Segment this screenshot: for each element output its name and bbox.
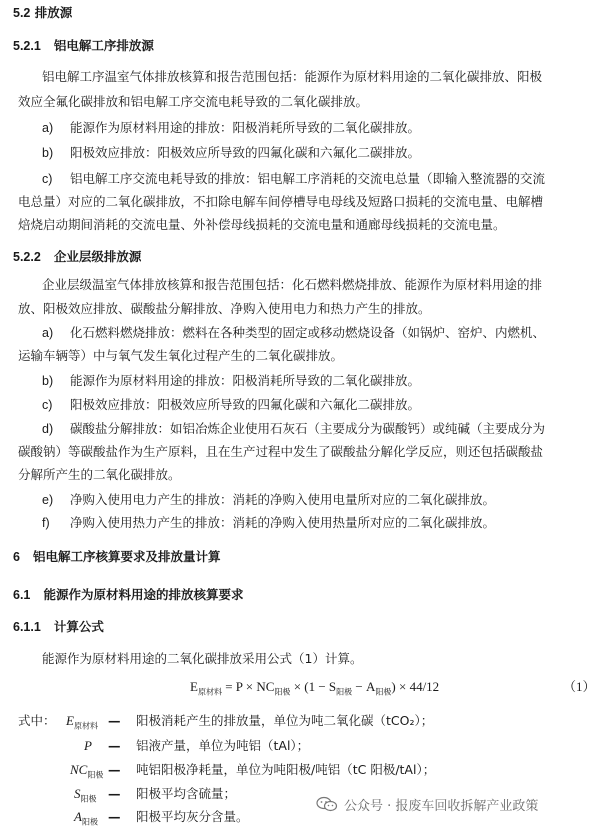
list-label: a) bbox=[42, 326, 54, 340]
list-item-text: 分解所产生的二氧化碳排放。 bbox=[18, 467, 181, 482]
variable-dash: — bbox=[108, 809, 121, 824]
variable-symbol: $A_{阳极}$ bbox=[74, 809, 98, 827]
watermark-text: 公众号 · 报废车回收拆解产业政策 bbox=[344, 798, 539, 814]
list-label: e) bbox=[42, 493, 54, 507]
list-item-text: 能源作为原材料用途的排放：阳极消耗所导致的二氧化碳排放。 bbox=[70, 120, 421, 135]
variable-description: 阳极平均含硫量； bbox=[136, 786, 237, 801]
variable-symbol: $E_{原材料}$ bbox=[66, 713, 98, 731]
watermark bbox=[316, 794, 538, 814]
paragraph-line: 企业层级温室气体排放核算和报告范围包括：化石燃料燃烧排放、能源作为原材料用途的排 bbox=[42, 277, 543, 292]
list-item-text: 焙烧启动期间消耗的交流电量、外补偿母线损耗的交流电量和通廊母线损耗的交流电量。 bbox=[18, 217, 506, 232]
variable-symbol: $NC_{阳极}$ bbox=[70, 762, 104, 780]
variable-description: 吨铝阳极净耗量，单位为吨阳极/吨铝（tC 阳极/tAl）； bbox=[136, 762, 436, 777]
list-item-text: 铝电解工序交流电耗导致的排放：铝电解工序消耗的交流电总量（即输入整流器的交流 bbox=[70, 171, 546, 186]
list-item-text: 净购入使用热力产生的排放：消耗的净购入使用热量所对应的二氧化碳排放。 bbox=[70, 515, 496, 530]
list-label: f) bbox=[42, 516, 50, 530]
list-item-text: 阳极效应排放：阳极效应所导致的四氟化碳和六氟化二碳排放。 bbox=[70, 397, 421, 412]
section-heading-6-1: 6.1 能源作为原材料用途的排放核算要求 bbox=[13, 587, 244, 602]
section-heading-6-1-1: 6.1.1 计算公式 bbox=[13, 619, 104, 634]
list-label: d) bbox=[42, 422, 54, 436]
section-heading-5-2: 5.2 排放源 bbox=[13, 5, 73, 20]
variable-description: 阳极平均灰分含量。 bbox=[136, 809, 249, 824]
paragraph-line: 铝电解工序温室气体排放核算和报告范围包括：能源作为原材料用途的二氧化碳排放、阳极 bbox=[42, 69, 543, 84]
variable-description: 阳极消耗产生的排放量，单位为吨二氧化碳（tCO₂）； bbox=[136, 713, 434, 728]
formula-intro: 能源作为原材料用途的二氧化碳排放采用公式（1）计算。 bbox=[42, 651, 363, 666]
list-label: a) bbox=[42, 121, 54, 135]
equation-number: （1） bbox=[563, 679, 596, 694]
list-item-text: 净购入使用电力产生的排放：消耗的净购入使用电量所对应的二氧化碳排放。 bbox=[70, 492, 496, 507]
variable-description: 铝液产量，单位为吨铝（tAl）； bbox=[136, 738, 310, 753]
list-label: c) bbox=[42, 398, 53, 412]
variable-dash: — bbox=[108, 738, 121, 753]
list-label: b) bbox=[42, 146, 54, 160]
section-heading-6: 6 铝电解工序核算要求及排放量计算 bbox=[13, 549, 221, 564]
list-label: b) bbox=[42, 374, 54, 388]
wechat-icon bbox=[316, 796, 338, 812]
formula-1: $E_{原材料} = P \times NC_{阳极} \times (1 - S_{阳极} - A_{阳极}) \times 44/12$ bbox=[190, 679, 440, 697]
variable-symbol: $S_{阳极}$ bbox=[74, 786, 97, 804]
list-item-text: 电总量）对应的二氧化碳排放，不扣除电解车间停槽导电母线及短路口损耗的交流电量、电解槽 bbox=[18, 194, 544, 209]
section-heading-5-2-1: 5.2.1 铝电解工序排放源 bbox=[13, 38, 154, 53]
variable-dash: — bbox=[108, 762, 121, 777]
paragraph-line: 放、阳极效应排放、碳酸盐分解排放、净购入使用电力和热力产生的排放。 bbox=[18, 301, 431, 316]
list-item-text: 碳酸盐分解排放：如铝冶炼企业使用石灰石（主要成分为碳酸钙）或纯碱（主要成分为 bbox=[70, 421, 546, 436]
list-item-text: 阳极效应排放：阳极效应所导致的四氟化碳和六氟化二碳排放。 bbox=[70, 145, 421, 160]
list-item-text: 化石燃料燃烧排放：燃料在各种类型的固定或移动燃烧设备（如锅炉、窑炉、内燃机、 bbox=[70, 325, 546, 340]
section-heading-5-2-2: 5.2.2 企业层级排放源 bbox=[13, 249, 142, 264]
list-item-text: 能源作为原材料用途的排放：阳极消耗所导致的二氧化碳排放。 bbox=[70, 373, 421, 388]
variable-dash: — bbox=[108, 713, 121, 728]
list-item-text: 运输车辆等）中与氧气发生氧化过程产生的二氧化碳排放。 bbox=[18, 348, 344, 363]
list-label: c) bbox=[42, 172, 53, 186]
where-label: 式中： bbox=[18, 713, 56, 728]
variable-symbol: P bbox=[84, 738, 92, 753]
variable-dash: — bbox=[108, 786, 121, 801]
list-item-text: 碳酸钠）等碳酸盐作为生产原料，且在生产过程中发生了碳酸盐分解化学反应，则还包括碳酸盐 bbox=[18, 444, 544, 459]
paragraph-line: 效应全氟化碳排放和铝电解工序交流电耗导致的二氧化碳排放。 bbox=[18, 94, 369, 109]
